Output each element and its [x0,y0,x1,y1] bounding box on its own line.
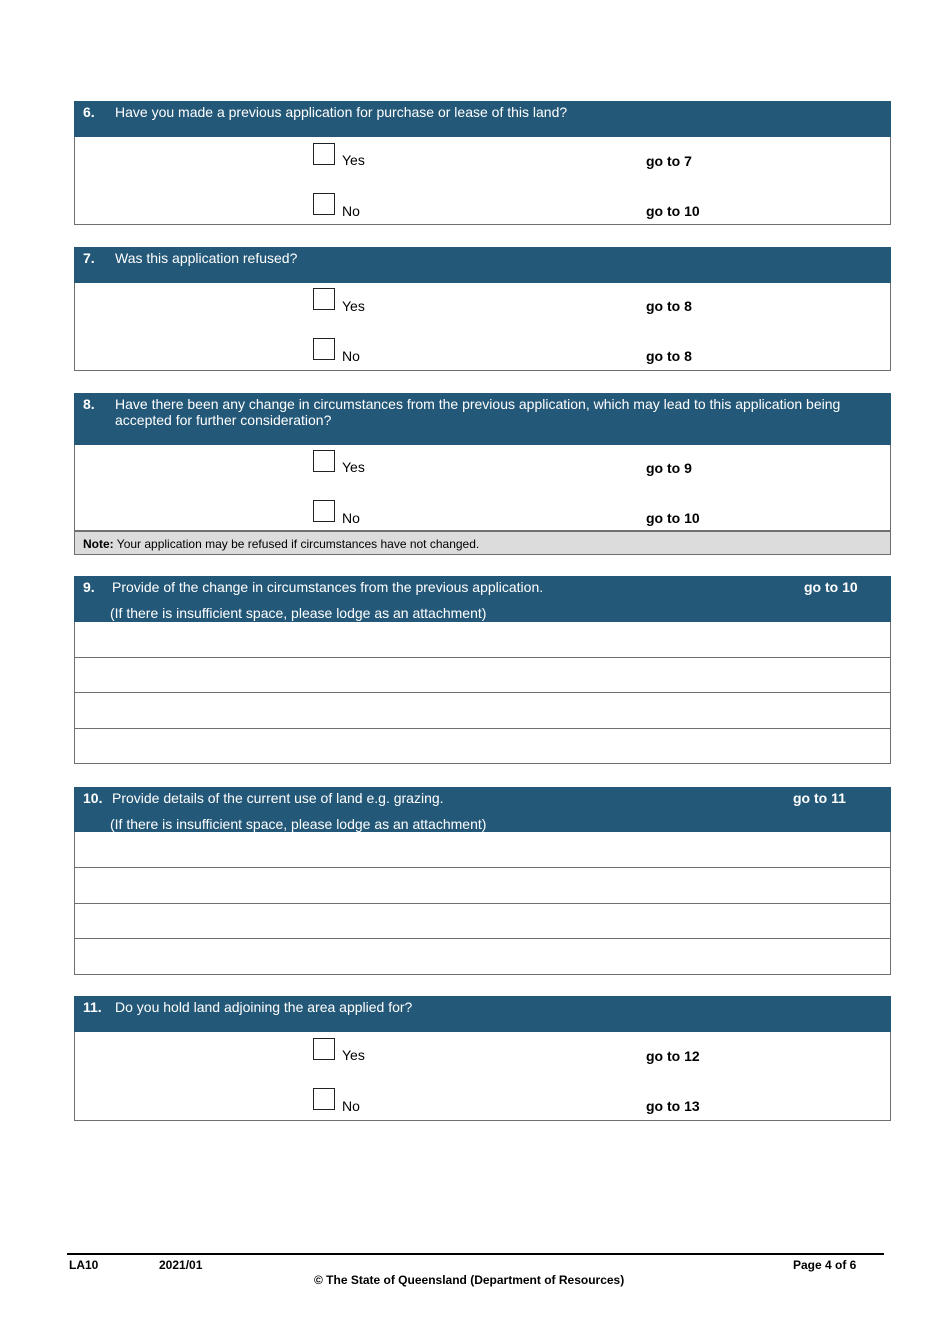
question-goto: go to 11 [793,790,846,806]
yes-label: Yes [342,298,365,314]
question-text: Was this application refused? [115,250,298,266]
answer-line[interactable] [74,868,891,904]
yes-checkbox[interactable] [313,450,335,472]
answer-line[interactable] [74,693,891,729]
question-7-options [74,283,891,371]
question-6-header [74,101,891,137]
question-8 [74,393,891,555]
question-text: Provide of the change in circumstances from the previous application. [112,579,544,595]
question-goto: go to 10 [804,579,858,595]
question-8-options [74,445,891,531]
yes-label: Yes [342,459,365,475]
no-label: No [342,203,360,219]
question-11-options [74,1032,891,1121]
question-10-header [74,787,891,832]
no-label: No [342,1098,360,1114]
question-7 [74,247,891,371]
answer-line[interactable] [74,658,891,693]
question-number: 8. [83,396,95,412]
yes-checkbox[interactable] [313,288,335,310]
note-text: Your application may be refused if circumstances have not changed. [113,537,480,551]
question-number: 9. [83,579,95,595]
no-checkbox[interactable] [313,338,335,360]
note-bar [74,531,891,555]
question-text: Do you hold land adjoining the area applied for? [115,999,413,1015]
footer-rule [67,1253,884,1255]
footer-page-number: Page 4 of 6 [793,1258,857,1272]
yes-goto: go to 9 [646,460,692,476]
question-9-header [74,576,891,622]
question-subtext: (If there is insufficient space, please lodge as an attachment) [110,816,487,832]
footer-form-code: LA10 [69,1258,99,1272]
yes-checkbox[interactable] [313,1038,335,1060]
question-number: 6. [83,104,95,120]
question-9 [74,576,891,764]
no-checkbox[interactable] [313,500,335,522]
question-number: 11. [83,999,102,1015]
no-goto: go to 10 [646,203,700,219]
yes-label: Yes [342,1047,365,1063]
answer-line[interactable] [74,729,891,764]
note-label: Note: [83,537,114,551]
no-checkbox[interactable] [313,1088,335,1110]
question-11-header [74,996,891,1032]
question-number: 7. [83,250,95,266]
no-goto: go to 8 [646,348,692,364]
answer-line[interactable] [74,622,891,658]
question-8-header [74,393,891,445]
yes-label: Yes [342,152,365,168]
no-label: No [342,348,360,364]
yes-goto: go to 7 [646,153,692,169]
question-text: Have you made a previous application for purchase or lease of this land? [115,104,568,120]
question-6-options [74,137,891,225]
yes-checkbox[interactable] [313,143,335,165]
question-text: Provide details of the current use of land e.g. grazing. [112,790,444,806]
no-checkbox[interactable] [313,193,335,215]
footer-version: 2021/01 [159,1258,203,1272]
answer-line[interactable] [74,832,891,868]
no-goto: go to 10 [646,510,700,526]
answer-line[interactable] [74,939,891,975]
no-goto: go to 13 [646,1098,700,1114]
footer-copyright: © The State of Queensland (Department of Resources) [314,1273,625,1287]
answer-line[interactable] [74,904,891,939]
question-11 [74,996,891,1121]
no-label: No [342,510,360,526]
question-10 [74,787,891,975]
question-7-header [74,247,891,283]
question-number: 10. [83,790,103,806]
question-text: Have there been any change in circumstances from the previous application, which may lead to this application being accepted for further consideration? [115,396,841,428]
yes-goto: go to 8 [646,298,692,314]
yes-goto: go to 12 [646,1048,700,1064]
question-subtext: (If there is insufficient space, please lodge as an attachment) [110,605,487,621]
question-6 [74,101,891,225]
